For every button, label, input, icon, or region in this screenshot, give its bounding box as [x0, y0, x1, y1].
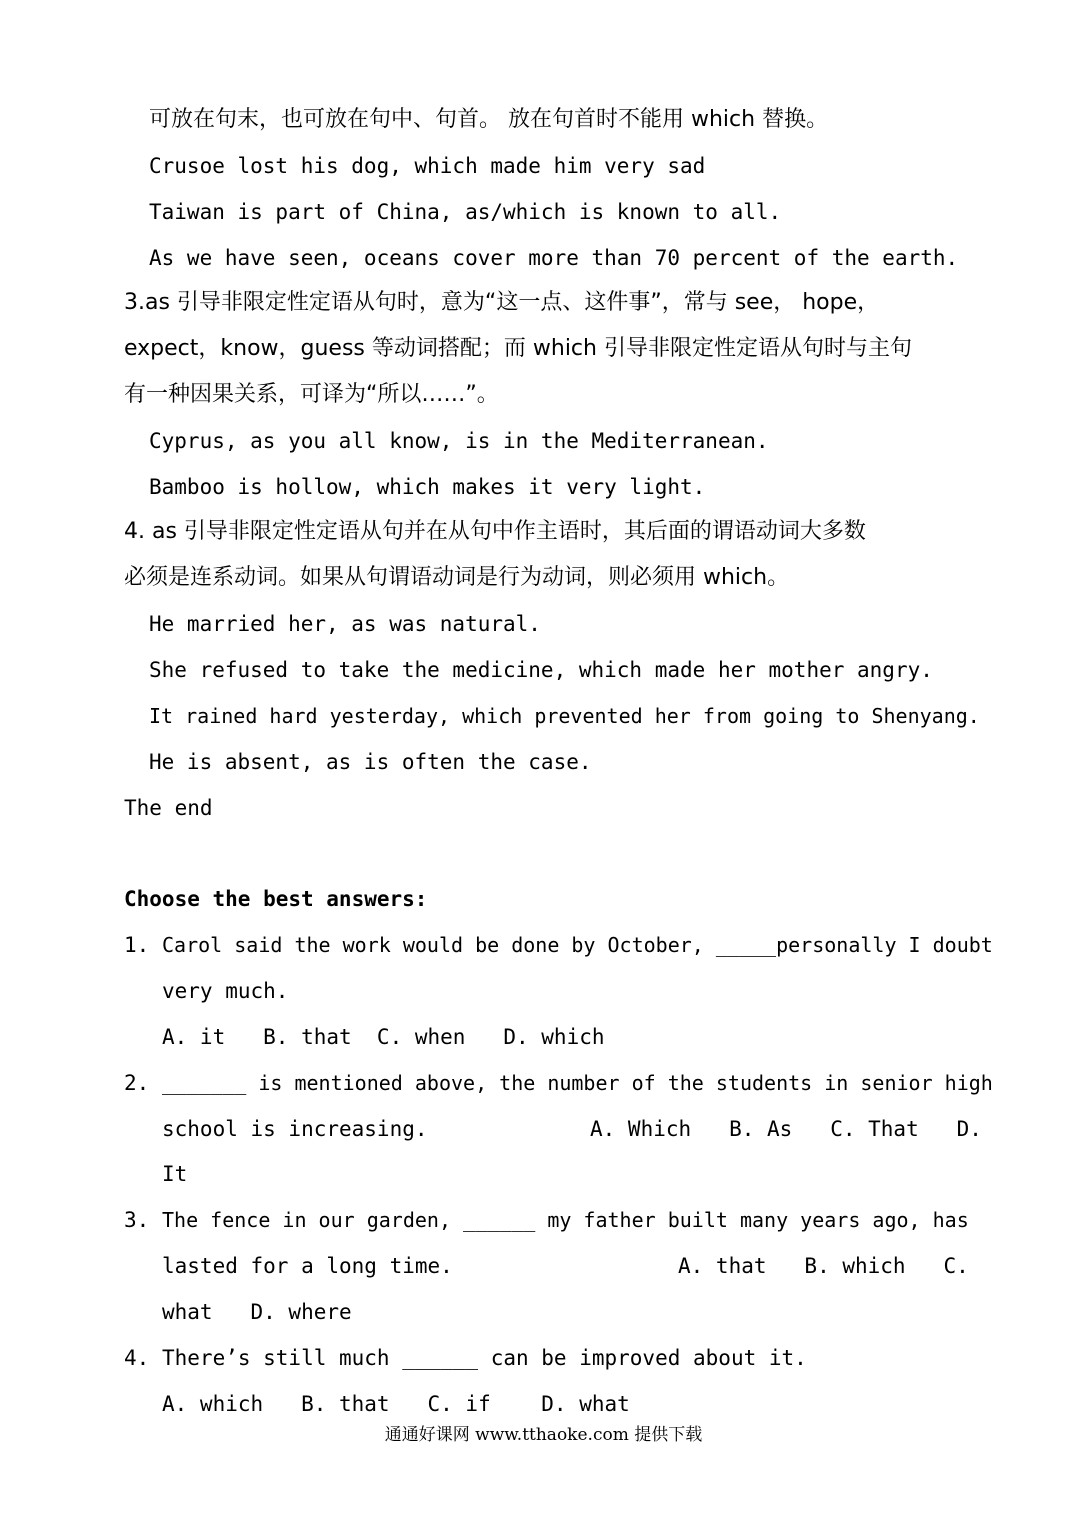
example-9: He is absent, as is often the case.: [149, 750, 592, 774]
q4-number: 4.: [124, 1346, 150, 1370]
q1-stem-line-2: very much.: [162, 979, 289, 1003]
q3-stem-line-3: what D. where: [162, 1300, 352, 1324]
example-4: Cyprus, as you all know, is in the Mediterranean.: [149, 429, 769, 453]
example-5: Bamboo is hollow, which makes it very light.: [149, 475, 706, 499]
q3-stem-line-2: lasted for a long time.: [162, 1254, 453, 1278]
the-end: The end: [124, 796, 213, 820]
example-8: It rained hard yesterday, which prevented her from going to Shenyang.: [149, 704, 980, 728]
example-6: He married her, as was natural.: [149, 612, 541, 636]
q2-options: A. Which B. As C. That D.: [590, 1117, 982, 1141]
point-4-line-1: 4. as 引导非限定性定语从句并在从句中作主语时，其后面的谓语动词大多数: [124, 519, 866, 544]
q1-stem-line-1: Carol said the work would be done by October, _____personally I doubt: [162, 933, 993, 957]
example-2: Taiwan is part of China, as/which is known to all.: [149, 200, 782, 224]
point-4-line-2: 必须是连系动词。如果从句谓语动词是行为动词，则必须用 which。: [124, 565, 790, 590]
example-3: As we have seen, oceans cover more than 70 percent of the earth.: [149, 246, 959, 270]
q2-stem-line-3: It: [162, 1162, 188, 1186]
note-line-1: 可放在句末，也可放在句中、句首。 放在句首时不能用 which 替换。: [149, 107, 829, 132]
q2-stem-line-1: _______ is mentioned above, the number of the students in senior high: [162, 1071, 993, 1095]
q3-options: A. that B. which C.: [678, 1254, 969, 1278]
point-3-line-1: 3.as 引导非限定性定语从句时，意为“这一点、这件事”，常与 see， hope，: [124, 290, 880, 315]
point-3-line-2: expect，know，guess 等动词搭配；而 which 引导非限定性定语从句时与主句: [124, 336, 912, 361]
example-1: Crusoe lost his dog, which made him very sad: [149, 154, 706, 178]
example-7: She refused to take the medicine, which made her mother angry.: [149, 658, 933, 682]
point-3-line-3: 有一种因果关系，可译为“所以……”。: [124, 382, 499, 407]
q3-number: 3.: [124, 1208, 150, 1232]
q1-number: 1.: [124, 933, 150, 957]
page-footer: 通通好课网 www.tthaoke.com 提供下载: [384, 1425, 703, 1445]
quiz-heading: Choose the best answers:: [124, 887, 428, 911]
q4-stem-line-1: There’s still much ______ can be improved about it.: [162, 1346, 807, 1370]
q4-options: A. which B. that C. if D. what: [162, 1392, 630, 1416]
q1-options: A. it B. that C. when D. which: [162, 1025, 605, 1049]
q3-stem-line-1: The fence in our garden, ______ my father built many years ago, has: [162, 1208, 969, 1232]
q2-stem-line-2: school is increasing.: [162, 1117, 428, 1141]
q2-number: 2.: [124, 1071, 150, 1095]
